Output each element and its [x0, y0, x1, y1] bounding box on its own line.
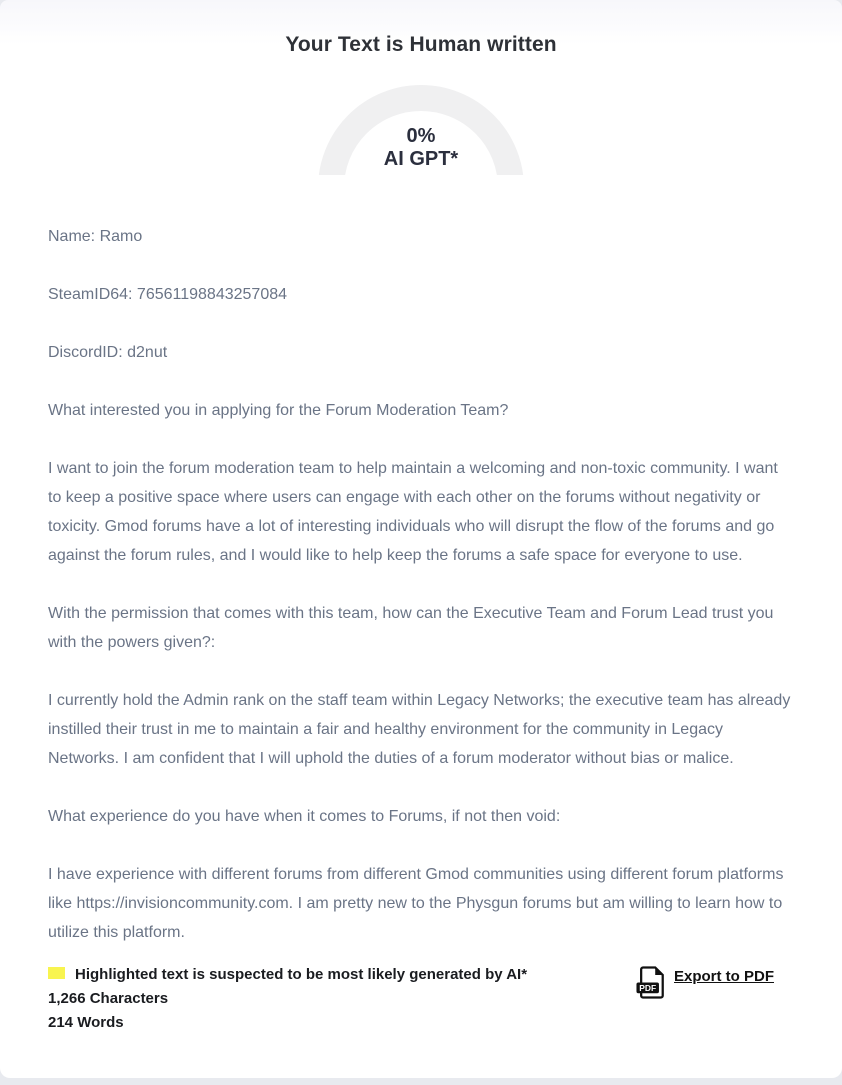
text-paragraph: What experience do you have when it comes to Forums, if not then void: — [48, 808, 561, 825]
text-paragraph: I want to join the forum moderation team to help maintain a welcoming and non-toxic community. I want to keep a positive space where users can engage with each other on the forums without negativity or toxicity. Gmod forums have a lot of interesting individuals who will disrupt the flow of the forums and go against the forum rules, and I would like to help keep the forums a safe space for everyone to use. — [48, 460, 778, 564]
gauge-label: AI GPT* — [383, 148, 459, 170]
legend-text: Highlighted text is suspected to be most likely generated by AI* — [75, 966, 528, 983]
page-title: Your Text is Human written — [285, 33, 557, 56]
character-count: 1,266 Characters — [48, 990, 169, 1007]
word-count: 214 Words — [48, 1014, 124, 1031]
gauge-readout — [318, 125, 524, 171]
text-paragraph: I have experience with different forums from different Gmod communities using different forum platforms like https://invisioncommunity.com. I am pretty new to the Physgun forums but am willing to learn how to utilize this platform. — [48, 866, 784, 941]
report-stats — [48, 963, 527, 1035]
highlight-color-swatch — [48, 967, 65, 979]
analyzed-text — [0, 175, 842, 947]
text-paragraph: I currently hold the Admin rank on the staff team within Legacy Networks; the executive team has already instilled their trust in me to maintain a fair and healthy environment for the community in Legacy Networks. I am confident that I will uphold the duties of a forum moderator without bias or malice. — [48, 692, 791, 767]
export-pdf-link[interactable] — [636, 966, 774, 999]
text-paragraph: Name: Ramo — [48, 228, 143, 245]
text-paragraph: With the permission that comes with this team, how can the Executive Team and Forum Lead trust you with the powers given?: — [48, 605, 774, 651]
ai-score-gauge — [318, 85, 524, 175]
svg-text:PDF: PDF — [639, 983, 657, 994]
export-pdf-label: Export to PDF — [674, 968, 774, 985]
pdf-file-icon — [636, 966, 666, 999]
highlight-legend — [48, 963, 527, 987]
text-paragraph: What interested you in applying for the Forum Moderation Team? — [48, 402, 509, 419]
gauge-percent: 0% — [406, 125, 436, 147]
text-paragraph: DiscordID: d2nut — [48, 344, 168, 361]
report-footer — [0, 963, 842, 1035]
text-paragraph: SteamID64: 76561198843257084 — [48, 286, 288, 303]
